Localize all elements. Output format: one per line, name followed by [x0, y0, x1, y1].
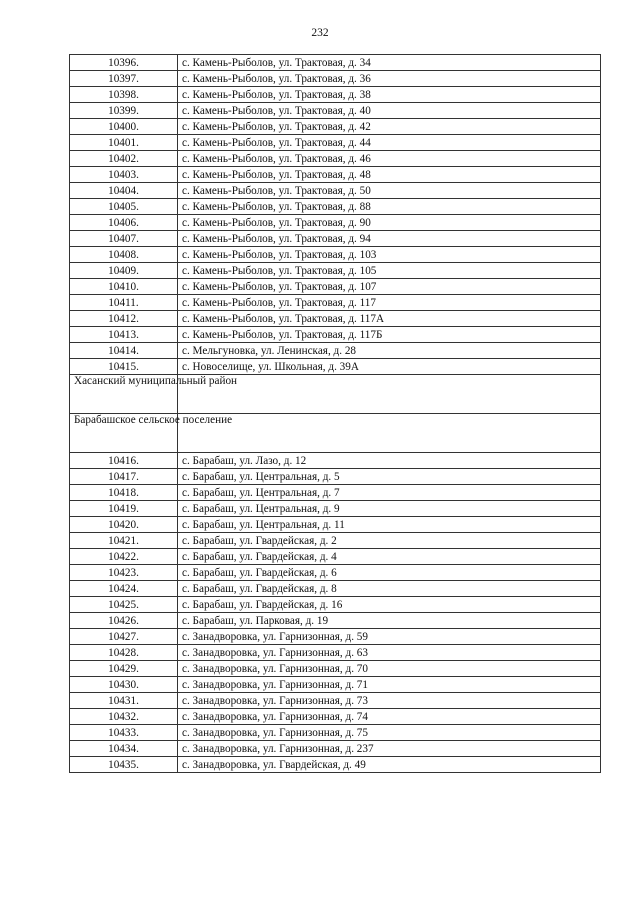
record-address: с. Камень-Рыболов, ул. Трактовая, д. 44 [178, 135, 601, 151]
table-row [70, 151, 601, 167]
group-empty-cell [178, 375, 601, 414]
record-number: 10398. [70, 87, 178, 103]
record-address: с. Барабаш, ул. Гвардейская, д. 2 [178, 533, 601, 549]
record-number: 10432. [70, 709, 178, 725]
record-address: с. Камень-Рыболов, ул. Трактовая, д. 107 [178, 279, 601, 295]
record-number: 10409. [70, 263, 178, 279]
table-row [70, 565, 601, 581]
group-empty-cell [178, 414, 601, 453]
table-row [70, 709, 601, 725]
table-row [70, 661, 601, 677]
table-row [70, 597, 601, 613]
record-address: с. Барабаш, ул. Гвардейская, д. 8 [178, 581, 601, 597]
record-address: с. Камень-Рыболов, ул. Трактовая, д. 50 [178, 183, 601, 199]
table-row [70, 613, 601, 629]
table-row [70, 549, 601, 565]
record-address: с. Новоселище, ул. Школьная, д. 39А [178, 359, 601, 375]
record-number: 10413. [70, 327, 178, 343]
record-number: 10431. [70, 693, 178, 709]
table-row [70, 247, 601, 263]
record-address: с. Камень-Рыболов, ул. Трактовая, д. 117Б [178, 327, 601, 343]
table-row [70, 741, 601, 757]
table-row [70, 469, 601, 485]
registry-body [70, 55, 601, 773]
record-number: 10428. [70, 645, 178, 661]
record-number: 10397. [70, 71, 178, 87]
record-address: с. Барабаш, ул. Центральная, д. 5 [178, 469, 601, 485]
record-address: с. Барабаш, ул. Гвардейская, д. 6 [178, 565, 601, 581]
table-row [70, 279, 601, 295]
record-address: с. Камень-Рыболов, ул. Трактовая, д. 34 [178, 55, 601, 71]
record-address: с. Камень-Рыболов, ул. Трактовая, д. 38 [178, 87, 601, 103]
record-address: с. Барабаш, ул. Парковая, д. 19 [178, 613, 601, 629]
record-number: 10408. [70, 247, 178, 263]
record-number: 10416. [70, 453, 178, 469]
record-address: с. Барабаш, ул. Лазо, д. 12 [178, 453, 601, 469]
record-number: 10417. [70, 469, 178, 485]
record-number: 10412. [70, 311, 178, 327]
record-address: с. Камень-Рыболов, ул. Трактовая, д. 117 [178, 295, 601, 311]
table-row [70, 757, 601, 773]
table-row [70, 199, 601, 215]
record-address: с. Занадворовка, ул. Гарнизонная, д. 63 [178, 645, 601, 661]
record-address: с. Занадворовка, ул. Гарнизонная, д. 59 [178, 629, 601, 645]
record-number: 10418. [70, 485, 178, 501]
record-number: 10401. [70, 135, 178, 151]
table-row [70, 311, 601, 327]
page-number: 232 [311, 27, 329, 39]
record-number: 10399. [70, 103, 178, 119]
table-row [70, 295, 601, 311]
table-row [70, 119, 601, 135]
record-address: с. Барабаш, ул. Гвардейская, д. 4 [178, 549, 601, 565]
group-label: Барабашское сельское поселение [70, 414, 178, 453]
table-row [70, 629, 601, 645]
record-address: с. Занадворовка, ул. Гарнизонная, д. 71 [178, 677, 601, 693]
record-number: 10430. [70, 677, 178, 693]
table-row [70, 725, 601, 741]
record-number: 10402. [70, 151, 178, 167]
table-row [70, 485, 601, 501]
record-number: 10400. [70, 119, 178, 135]
table-row [70, 215, 601, 231]
address-registry-table [69, 54, 601, 773]
table-row [70, 343, 601, 359]
record-address: с. Камень-Рыболов, ул. Трактовая, д. 40 [178, 103, 601, 119]
record-address: с. Камень-Рыболов, ул. Трактовая, д. 36 [178, 71, 601, 87]
table-row [70, 71, 601, 87]
record-address: с. Занадворовка, ул. Гвардейская, д. 49 [178, 757, 601, 773]
table-row [70, 263, 601, 279]
table-row [70, 677, 601, 693]
record-number: 10420. [70, 517, 178, 533]
group-header-row [70, 375, 601, 414]
record-number: 10419. [70, 501, 178, 517]
record-number: 10405. [70, 199, 178, 215]
record-address: с. Камень-Рыболов, ул. Трактовая, д. 103 [178, 247, 601, 263]
record-address: с. Камень-Рыболов, ул. Трактовая, д. 88 [178, 199, 601, 215]
record-number: 10415. [70, 359, 178, 375]
table-row [70, 327, 601, 343]
record-number: 10414. [70, 343, 178, 359]
record-address: с. Камень-Рыболов, ул. Трактовая, д. 117А [178, 311, 601, 327]
record-address: с. Камень-Рыболов, ул. Трактовая, д. 94 [178, 231, 601, 247]
record-address: с. Барабаш, ул. Центральная, д. 7 [178, 485, 601, 501]
table-row [70, 693, 601, 709]
record-number: 10426. [70, 613, 178, 629]
table-row [70, 103, 601, 119]
record-number: 10411. [70, 295, 178, 311]
record-number: 10429. [70, 661, 178, 677]
record-address: с. Камень-Рыболов, ул. Трактовая, д. 42 [178, 119, 601, 135]
table-row [70, 231, 601, 247]
record-address: с. Камень-Рыболов, ул. Трактовая, д. 46 [178, 151, 601, 167]
table-row [70, 581, 601, 597]
table-row [70, 87, 601, 103]
table-row [70, 183, 601, 199]
record-number: 10422. [70, 549, 178, 565]
record-address: с. Барабаш, ул. Гвардейская, д. 16 [178, 597, 601, 613]
record-address: с. Камень-Рыболов, ул. Трактовая, д. 90 [178, 215, 601, 231]
record-number: 10406. [70, 215, 178, 231]
record-number: 10425. [70, 597, 178, 613]
record-number: 10435. [70, 757, 178, 773]
group-header-row [70, 414, 601, 453]
table-row [70, 135, 601, 151]
record-number: 10423. [70, 565, 178, 581]
record-address: с. Барабаш, ул. Центральная, д. 9 [178, 501, 601, 517]
record-number: 10407. [70, 231, 178, 247]
record-address: с. Камень-Рыболов, ул. Трактовая, д. 105 [178, 263, 601, 279]
record-number: 10421. [70, 533, 178, 549]
record-address: с. Барабаш, ул. Центральная, д. 11 [178, 517, 601, 533]
record-address: с. Камень-Рыболов, ул. Трактовая, д. 48 [178, 167, 601, 183]
table-row [70, 533, 601, 549]
record-number: 10404. [70, 183, 178, 199]
record-address: с. Занадворовка, ул. Гарнизонная, д. 70 [178, 661, 601, 677]
record-address: с. Занадворовка, ул. Гарнизонная, д. 237 [178, 741, 601, 757]
table-row [70, 167, 601, 183]
record-number: 10396. [70, 55, 178, 71]
table-row [70, 645, 601, 661]
table-row [70, 453, 601, 469]
table-row [70, 359, 601, 375]
record-number: 10434. [70, 741, 178, 757]
table-row [70, 55, 601, 71]
record-number: 10403. [70, 167, 178, 183]
record-address: с. Занадворовка, ул. Гарнизонная, д. 73 [178, 693, 601, 709]
table-row [70, 501, 601, 517]
record-address: с. Занадворовка, ул. Гарнизонная, д. 75 [178, 725, 601, 741]
record-number: 10410. [70, 279, 178, 295]
record-number: 10433. [70, 725, 178, 741]
record-address: с. Занадворовка, ул. Гарнизонная, д. 74 [178, 709, 601, 725]
group-label: Хасанский муниципальный район [70, 375, 178, 414]
table-row [70, 517, 601, 533]
record-address: с. Мельгуновка, ул. Ленинская, д. 28 [178, 343, 601, 359]
record-number: 10424. [70, 581, 178, 597]
record-number: 10427. [70, 629, 178, 645]
